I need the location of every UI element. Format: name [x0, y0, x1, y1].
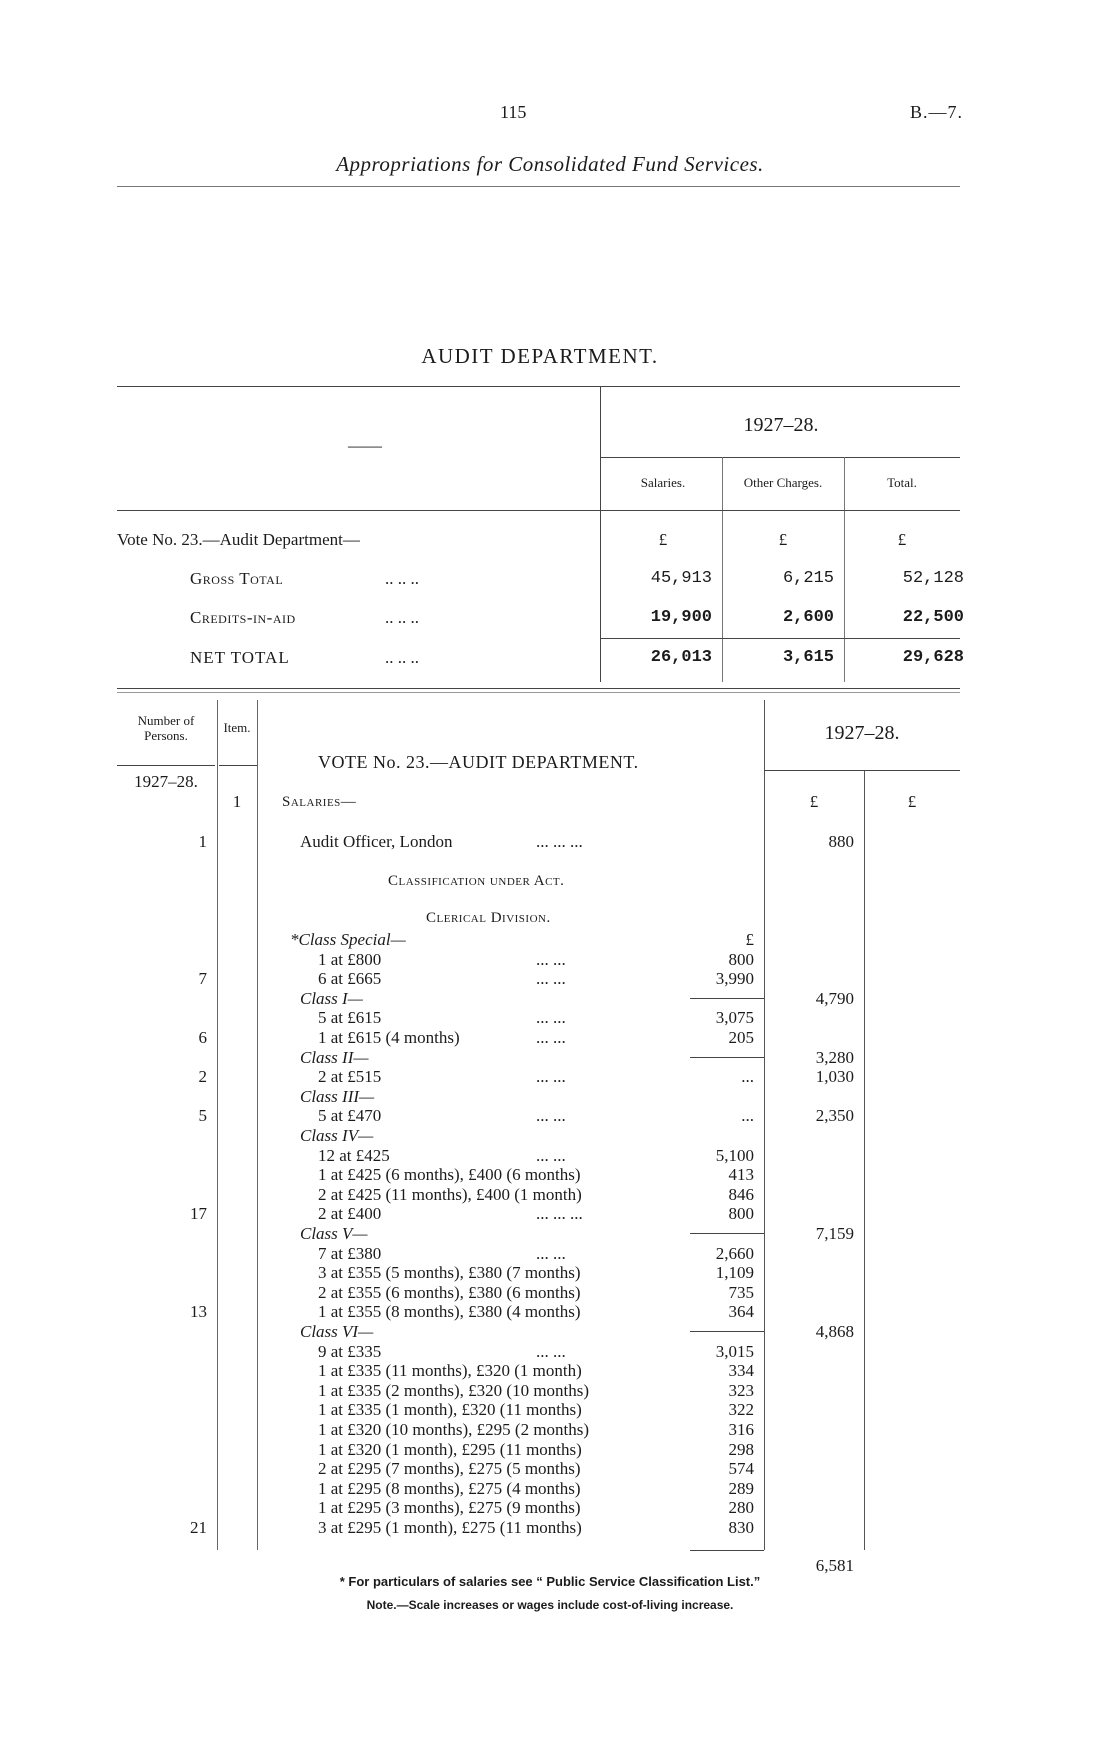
detail-year-heading: 1927–28.: [824, 722, 900, 744]
inner-amount: 298: [728, 1439, 754, 1459]
inner-amount: 323: [728, 1380, 754, 1400]
salary-entry-leader: ... ...: [536, 1243, 566, 1263]
audit-officer-leader: ... ... ...: [536, 832, 583, 851]
salary-entry-leader: ... ...: [536, 1008, 566, 1028]
vote-label: Vote No. 23.—Audit Department—: [117, 530, 360, 549]
class-heading: Class III—: [300, 1086, 375, 1106]
outer-amount: 7,159: [815, 1224, 854, 1243]
salary-entry-text: 1 at £295 (8 months), £275 (4 months): [318, 1478, 581, 1498]
outer-amount: 2,350: [815, 1106, 854, 1126]
department-title: AUDIT DEPARTMENT.: [421, 344, 659, 368]
final-inner-rule: [690, 1550, 764, 1551]
salary-entry-text: 12 at £425: [318, 1145, 390, 1165]
salaries-column-heading: Salaries.: [640, 475, 686, 490]
net-total-salaries: 26,013: [650, 648, 712, 667]
summary-year-rule: [600, 457, 960, 458]
salary-entry-leader: ... ...: [536, 1145, 566, 1165]
inner-amount: 846: [728, 1184, 754, 1204]
detail-col-divider-item: [217, 700, 218, 1550]
item-heading: Item.: [223, 720, 251, 735]
subtotal-rule: [690, 1331, 764, 1332]
salary-entry-text: 9 at £335: [318, 1341, 382, 1361]
credits-in-aid-total: 22,500: [902, 608, 964, 627]
inner-amount: 574: [728, 1459, 754, 1479]
division-heading: Clerical Division.: [426, 910, 551, 926]
salary-entry-text: 1 at £295 (3 months), £275 (9 months): [318, 1498, 581, 1518]
inner-amount: 800: [728, 949, 754, 969]
number-of-persons-heading: Number of Persons.: [137, 713, 195, 743]
inner-amount: ...: [741, 1067, 754, 1087]
inner-amount: 5,100: [715, 1145, 754, 1165]
salary-entry-text: 1 at £335 (2 months), £320 (10 months): [318, 1380, 590, 1400]
credits-in-aid-leader: .. .. ..: [385, 608, 419, 627]
page-number: 115: [500, 102, 527, 122]
audit-officer-amount: 880: [828, 832, 854, 851]
other-currency: £: [778, 530, 788, 549]
inner-amount: 413: [728, 1165, 754, 1185]
subtotal-rule: [690, 1057, 764, 1058]
salary-entry-leader: ... ...: [536, 1067, 566, 1087]
inner-currency-heading: £: [809, 792, 819, 811]
salary-entry-leader: ... ...: [536, 1341, 566, 1361]
salary-entry-text: 7 at £380: [318, 1243, 382, 1263]
net-total-leader: .. .. ..: [385, 648, 419, 667]
audit-officer-label: Audit Officer, London: [300, 832, 453, 851]
salaries-currency: £: [658, 530, 668, 549]
inner-amount: 289: [728, 1478, 754, 1498]
inner-amount: 2,660: [715, 1243, 754, 1263]
detail-col-divider-outer: [864, 770, 865, 1550]
total-currency: £: [897, 530, 907, 549]
salary-entry-leader: ... ... ...: [536, 1204, 583, 1224]
inner-amount: 735: [728, 1282, 754, 1302]
final-total: 6,581: [815, 1556, 854, 1575]
salary-entry-leader: ... ...: [536, 969, 566, 989]
audit-officer-persons: 1: [198, 832, 207, 851]
outer-amount: 4,790: [815, 988, 854, 1008]
salary-entry-text: 3 at £355 (5 months), £380 (7 months): [318, 1263, 581, 1283]
number-of-persons: 17: [190, 1204, 207, 1224]
inner-amount: 205: [728, 1028, 754, 1047]
summary-top-rule: [117, 386, 960, 387]
number-of-persons: 7: [198, 969, 207, 989]
persons-heading-rule: [117, 765, 215, 766]
running-title: Appropriations for Consolidated Fund Services.: [336, 152, 764, 176]
salary-entry-text: 2 at £400: [318, 1204, 382, 1224]
detail-top-rule-2: [117, 692, 960, 693]
salary-entry-text: 1 at £355 (8 months), £380 (4 months): [318, 1302, 581, 1322]
class-heading: Class I—: [300, 988, 363, 1008]
salary-entry-leader: ... ...: [536, 949, 566, 969]
salary-entry-text: 2 at £515: [318, 1067, 382, 1087]
salary-entry-text: 2 at £295 (7 months), £275 (5 months): [318, 1459, 581, 1479]
inner-amount: 3,015: [715, 1341, 754, 1361]
classification-heading: Classification under Act.: [388, 873, 565, 889]
salary-entry-text: 5 at £470: [318, 1106, 382, 1126]
number-of-persons: 13: [190, 1302, 207, 1322]
salary-entry-text: 1 at £425 (6 months), £400 (6 months): [318, 1165, 581, 1185]
net-total-rule: [600, 638, 960, 639]
gross-total-label: Gross Total: [190, 569, 284, 588]
footnote-salaries: * For particulars of salaries see “ Public Service Classification List.”: [339, 1574, 761, 1589]
detail-col-divider-desc: [257, 700, 258, 1550]
salary-entry-text: 1 at £320 (10 months), £295 (2 months): [318, 1420, 590, 1439]
summary-header-rule: [117, 510, 960, 511]
credits-in-aid-salaries: 19,900: [650, 608, 712, 627]
gross-total-other: 6,215: [782, 569, 834, 588]
gross-total-salaries: 45,913: [650, 569, 712, 588]
inner-amount: 3,990: [715, 969, 754, 989]
salaries-heading: Salaries—: [282, 794, 357, 810]
net-total-label: NET TOTAL: [190, 648, 290, 667]
item-number: 1: [232, 792, 242, 811]
total-column-heading: Total.: [887, 475, 917, 490]
other-charges-column-heading: Other Charges.: [743, 475, 823, 490]
persons-year: 1927–28.: [134, 772, 198, 791]
salary-entry-text: 1 at £335 (1 month), £320 (11 months): [318, 1400, 582, 1420]
number-of-persons: 21: [190, 1518, 207, 1537]
inner-amount: 322: [728, 1400, 754, 1420]
salary-entry-leader: ... ...: [536, 1028, 566, 1047]
inner-amount: ...: [741, 1106, 754, 1126]
number-of-persons: 5: [198, 1106, 207, 1126]
class-heading: Class IV—: [300, 1126, 374, 1145]
number-of-persons: 6: [198, 1028, 207, 1047]
inner-amount: 334: [728, 1361, 754, 1381]
salary-entry-text: 1 at £320 (1 month), £295 (11 months): [318, 1439, 582, 1459]
gross-total-total: 52,128: [902, 569, 964, 588]
inner-amount: 280: [728, 1498, 754, 1518]
salary-entry-text: 2 at £425 (11 months), £400 (1 month): [318, 1184, 582, 1204]
inner-amount: 364: [728, 1302, 754, 1322]
class-heading: Class V—: [300, 1224, 368, 1243]
outer-amount: 4,868: [815, 1322, 854, 1341]
number-of-persons: 2: [198, 1067, 207, 1087]
credits-in-aid-label: Credits-in-aid: [190, 608, 296, 627]
outer-amount: 3,280: [815, 1047, 854, 1067]
gross-total-leader: .. .. ..: [385, 569, 419, 588]
inner-amount: 800: [728, 1204, 754, 1224]
salary-entry-text: 5 at £615: [318, 1008, 382, 1028]
summary-blank-heading: ——: [348, 436, 382, 455]
net-total-other: 3,615: [782, 648, 834, 667]
salary-entry-leader: ... ...: [536, 1106, 566, 1126]
outer-amount: 1,030: [815, 1067, 854, 1087]
document-reference: B.—7.: [910, 102, 964, 122]
credits-in-aid-other: 2,600: [782, 608, 834, 627]
subtotal-rule: [690, 998, 764, 999]
salary-entry-text: 1 at £335 (11 months), £320 (1 month): [318, 1361, 582, 1381]
class-heading: Class VI—: [300, 1322, 374, 1341]
inner-amount: 3,075: [715, 1008, 754, 1028]
inner-amount: 830: [728, 1518, 754, 1537]
detail-top-rule: [117, 688, 960, 689]
salary-entry-text: 3 at £295 (1 month), £275 (11 months): [318, 1518, 582, 1537]
class-heading: *Class Special—: [290, 930, 406, 949]
vote-heading: VOTE No. 23.—AUDIT DEPARTMENT.: [318, 752, 639, 772]
footnote-note: Note.—Scale increases or wages include cost-of-living increase.: [366, 1598, 734, 1612]
header-rule: [117, 186, 960, 187]
inner-amount: £: [745, 930, 754, 949]
inner-amount: 1,109: [715, 1263, 754, 1283]
outer-currency-heading: £: [907, 792, 917, 811]
item-heading-rule: [219, 765, 257, 766]
summary-year-heading: 1927–28.: [743, 414, 819, 436]
detail-year-rule: [764, 770, 960, 771]
salary-entry-text: 2 at £355 (6 months), £380 (6 months): [318, 1282, 581, 1302]
inner-amount: 316: [728, 1420, 754, 1439]
net-total-total: 29,628: [902, 648, 964, 667]
subtotal-rule: [690, 1233, 764, 1234]
salary-entry-text: 6 at £665: [318, 969, 382, 989]
salary-entry-text: 1 at £615 (4 months): [318, 1028, 460, 1047]
class-heading: Class II—: [300, 1047, 369, 1067]
salary-entry-text: 1 at £800: [318, 949, 382, 969]
